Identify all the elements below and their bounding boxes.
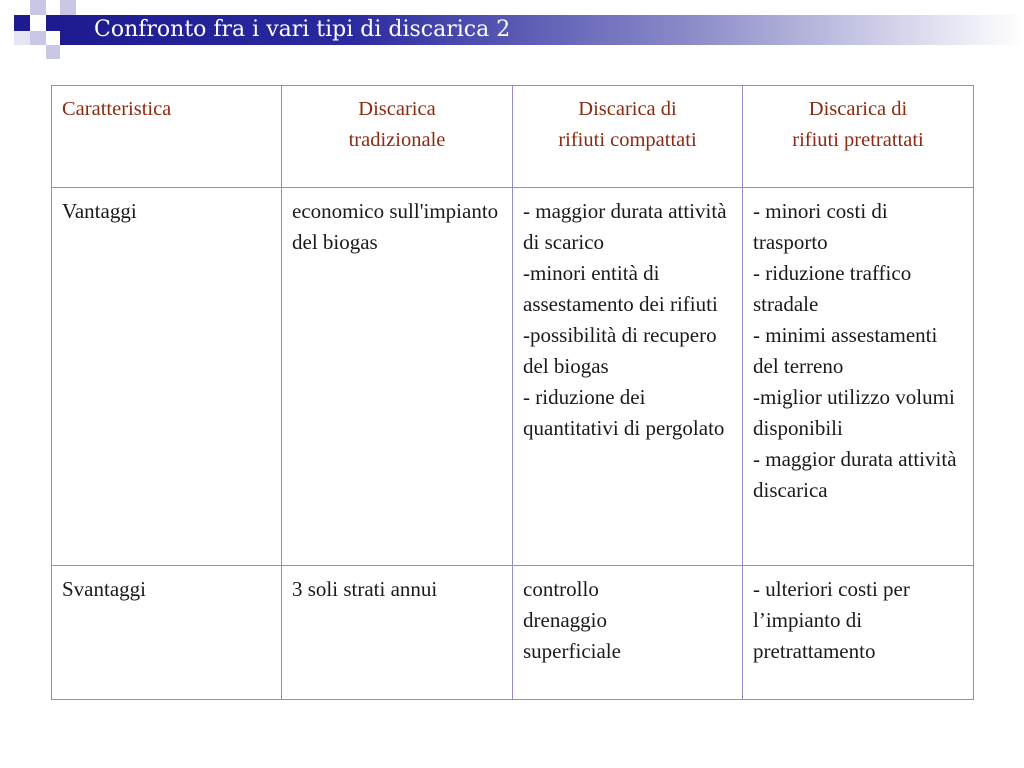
cell-vantaggi-pretrattati [743,188,974,566]
cell-svantaggi-tradizionale [282,566,513,700]
cell-line: - maggior durata attività discarica [753,447,957,502]
cell-line: -possibilità di recupero del biogas [523,323,717,378]
decor-square-4 [30,31,46,45]
cell-line: - riduzione traffico stradale [753,261,912,316]
cell-line: -minori entità di assestamento dei rifiuti [523,261,718,316]
decor-square-1 [14,15,30,31]
cell-vantaggi-tradizionale [282,188,513,566]
row-label-svantaggi: Svantaggi [52,566,282,700]
cell-line: - maggior durata attività di scarico [523,199,727,254]
comparison-table [51,85,974,700]
cell-line: - minimi assestamenti del terreno [753,323,938,378]
table-row [52,188,974,566]
cell-line: economico sull'impianto del biogas [292,199,499,254]
decor-square-5 [60,0,76,15]
row-label-vantaggi: Vantaggi [52,188,282,566]
header-compattati-text: Discarica di rifiuti compattati [558,98,697,151]
cell-line: -miglior utilizzo volumi disponibili [753,385,955,440]
cell-line: - minori costi di trasporto [753,199,888,254]
header-caratteristica: Caratteristica [52,86,282,188]
table-row [52,566,974,700]
slide-title: Confronto fra i vari tipi di discarica 2 [94,17,511,42]
header-tradizionale-text: Discarica tradizionale [348,98,446,151]
cell-svantaggi-pretrattati [743,566,974,700]
header-pretrattati-text: Discarica di rifiuti pretrattati [792,98,924,151]
cell-line: 3 soli strati annui [292,577,438,601]
decor-square-7 [14,31,30,45]
decor-square-2 [30,0,46,15]
table-header-row [52,86,974,188]
decor-square-6 [46,45,60,59]
header-tradizionale [282,86,513,188]
decor-square-3 [46,15,60,31]
cell-vantaggi-compattati [513,188,743,566]
cell-line: controllo drenaggio superficiale [523,577,621,663]
header-pretrattati [743,86,974,188]
cell-line: - ulteriori costi per l’impianto di pretrattamento [753,577,910,663]
cell-svantaggi-compattati [513,566,743,700]
header-compattati [513,86,743,188]
cell-line: - riduzione dei quantitativi di pergolato [523,385,725,440]
